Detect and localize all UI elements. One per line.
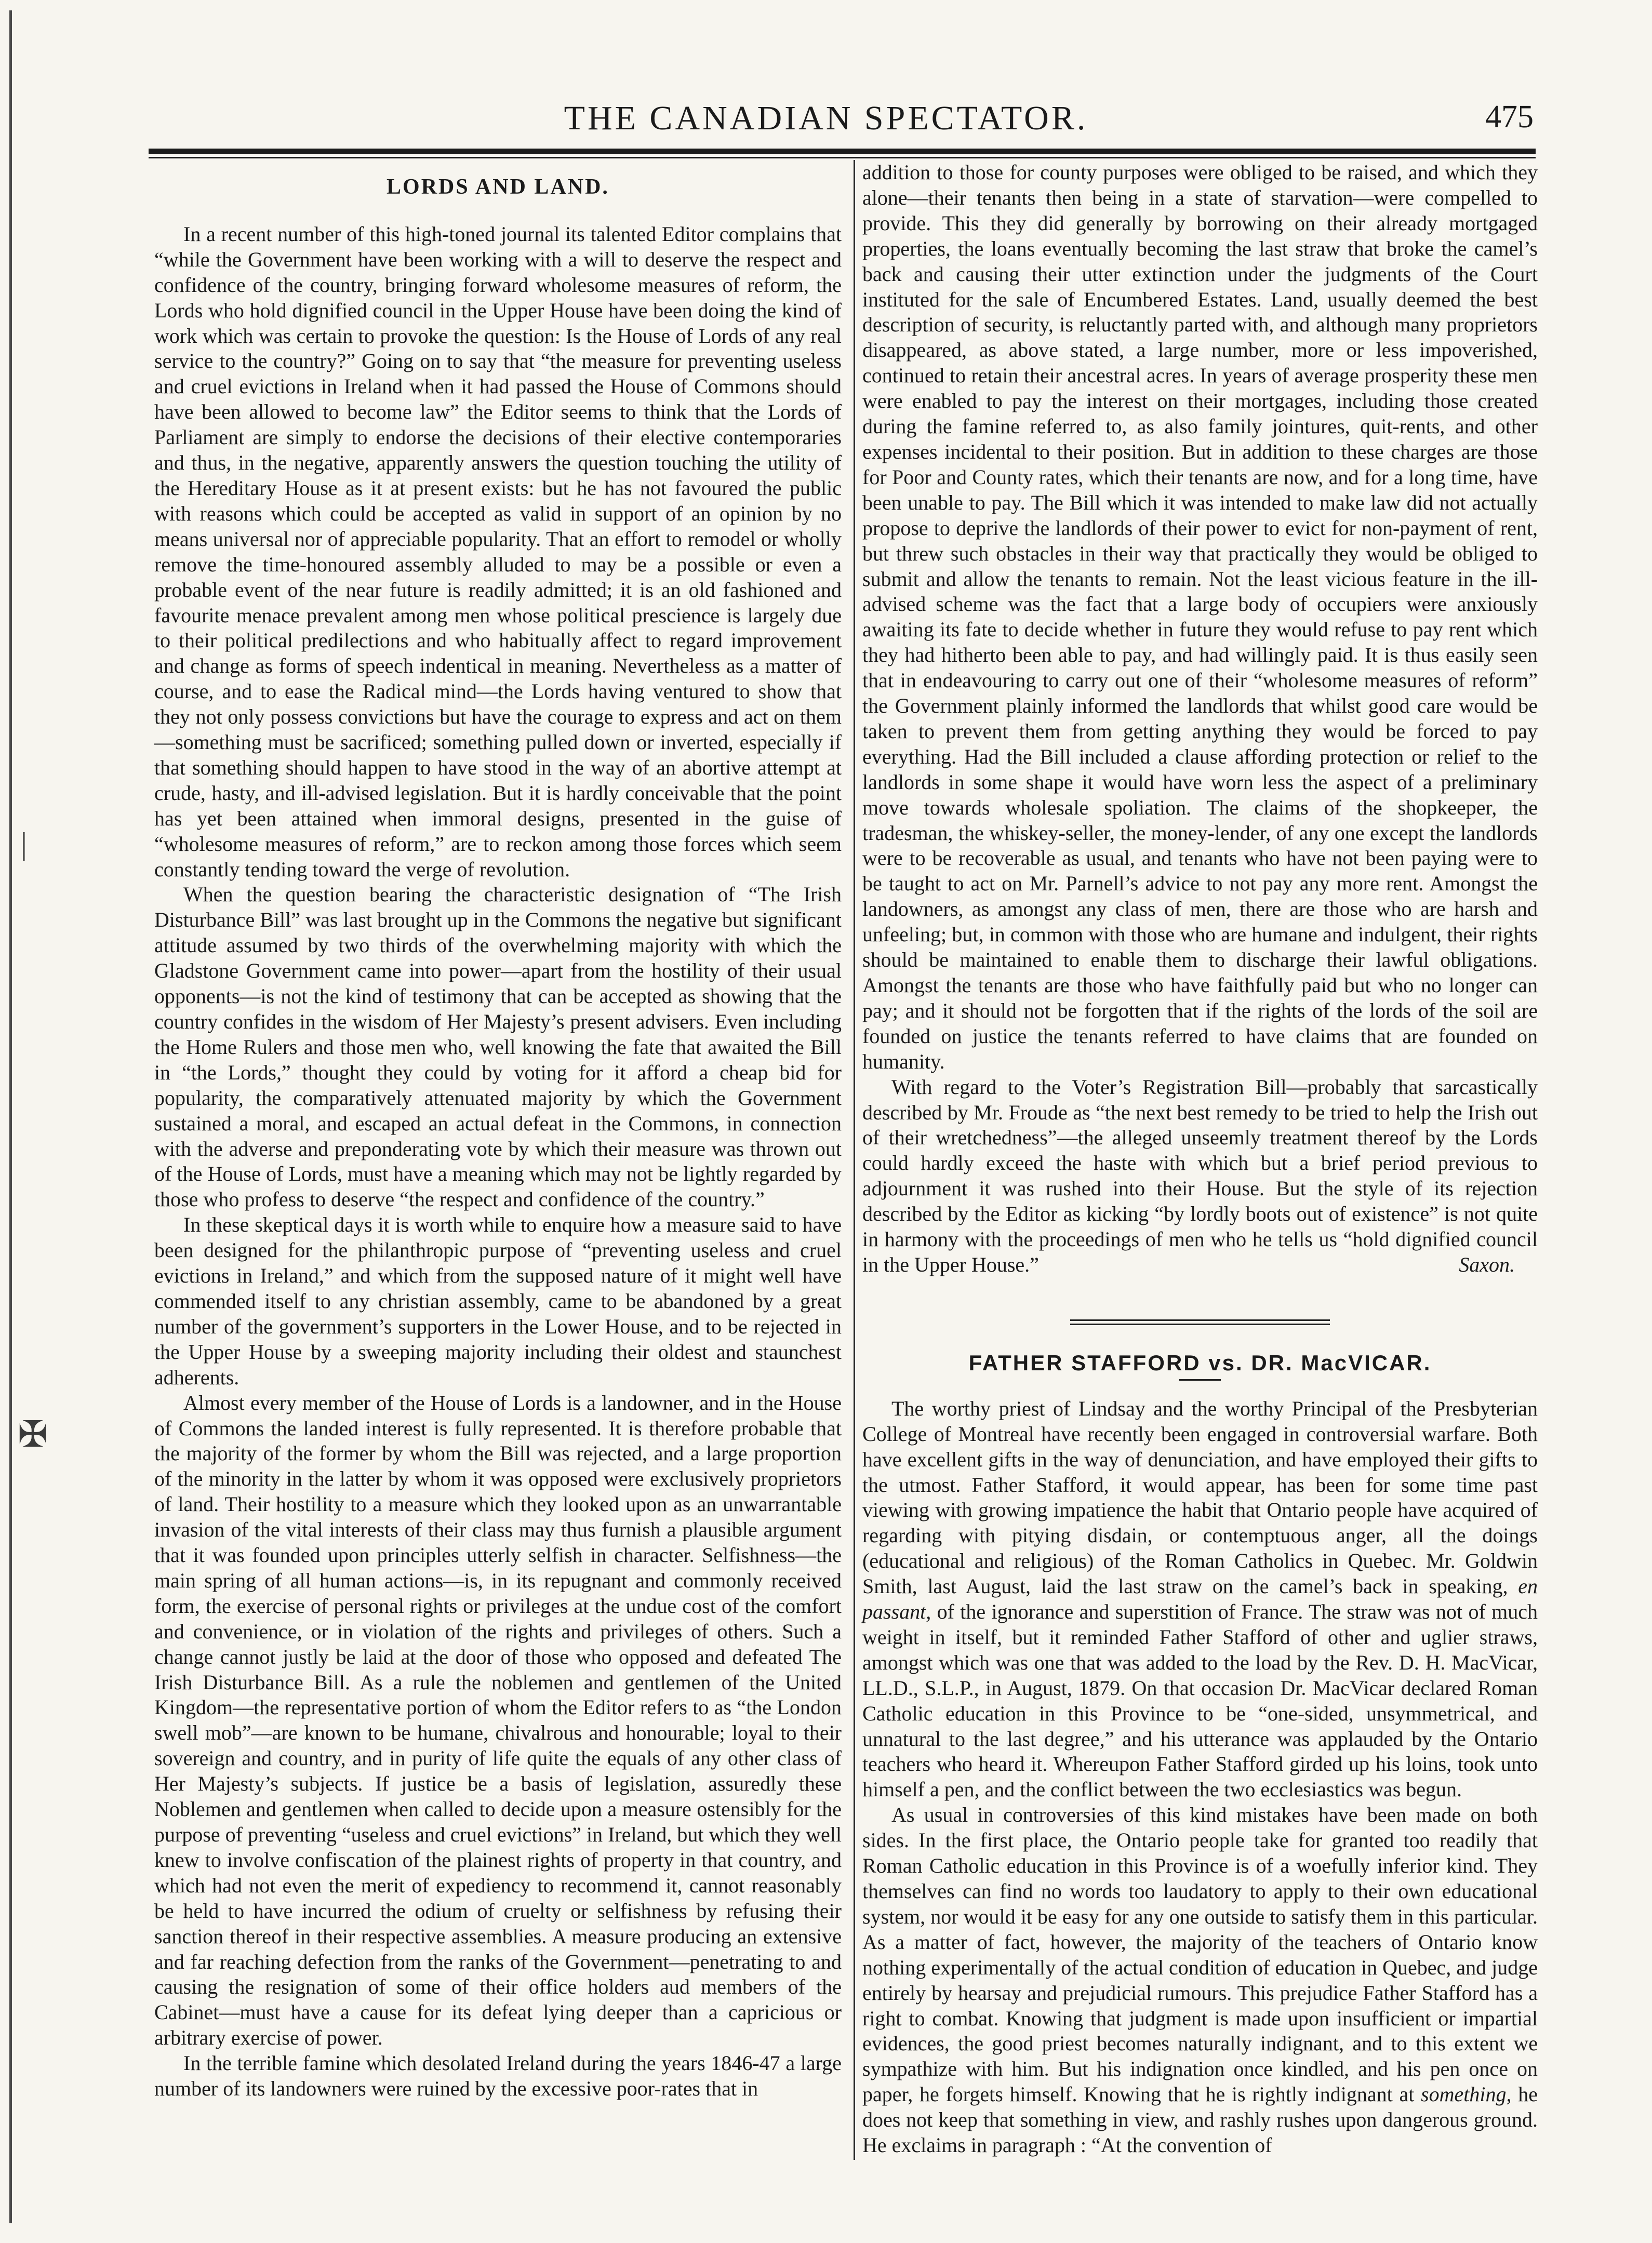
paragraph [862, 1803, 1538, 2158]
heading-rule [1179, 1379, 1221, 1381]
paragraph-text: As usual in controversies of this kind mistakes have been made on both sides. In the first place, the Ontario people take for granted too readily that Roman Catholic education in this Province is of a woefully inferior kind. They themselves can find no words too laudatory to apply to their own educational system, nor would it be easy for any one outside to satisfy them in this particular. As a matter of fact, however, the majority of the teachers of Ontario know nothing experimentally of the actual condition of education in Quebec, and judge entirely by hearsay and prejudicial rumours. This prejudice Father Stafford has a right to combat. Knowing that judgment is made upon insufficient or impartial evidences, the good priest becomes naturally indignant, and to this extent we sympathize with him. But his indignation once kindled, and his pen once on paper, he forgets himself. Knowing that he is rightly indignant at [862, 1803, 1538, 2106]
left-column [154, 171, 842, 2102]
article-heading-father-stafford: FATHER STAFFORD vs. DR. MacVICAR. [968, 1350, 1432, 1375]
page-header [0, 99, 1652, 140]
margin-bracket: | [21, 826, 28, 861]
page-number: 475 [1485, 99, 1534, 135]
column-divider [854, 160, 855, 2160]
separator-rule [1070, 1319, 1330, 1321]
paragraph [862, 1075, 1538, 1278]
italic-phrase: something, [1421, 2082, 1512, 2106]
paragraph: In the terrible famine which desolated Ireland during the years 1846-47 a large number of its landowners were ruined by the excessive poor-rates that in [154, 2051, 842, 2101]
publication-title: THE CANADIAN SPECTATOR. [564, 99, 1088, 137]
binding-edge [9, 10, 12, 2223]
paragraph: Almost every member of the House of Lords is a landowner, and in the House of Commons the landed interest is fully represented. It is therefore probable that the majority of the former by whom the Bill was rejected, and a large proportion of the minority in the latter by whom it was opposed were exclusively proprietors of land. Their hostility to a measure which they looked upon as an unwarrantable invasion of the vital interests of their class may thus furnish a plausible argument that it was founded upon principles utterly selfish in character. Selfishness—the main spring of all human actions—is, in its repugnant and commonly received form, the exercise of personal rights or privileges at the undue cost of the comfort and convenience, or in violation of the rights and privileges of others. Such a change cannot justly be laid at the door of those who opposed and defeated The Irish Disturbance Bill. As a rule the noblemen and gentlemen of the United Kingdom—the representative portion of whom the Editor refers to as “the London swell mob”—are known to be humane, chivalrous and honourable; loyal to their sovereign and country, and in purity of life quite the equals of any other class of Her Majesty’s subjects. If justice be a basis of legislation, assuredly these Noblemen and gentlemen when called to decide upon a measure ostensibly for the purpose of preventing “useless and cruel evictions” in Ireland, but which they well knew to involve confiscation of the plainest rights of property in that country, and which had not even the merit of expediency to recommend it, cannot reasonably be held to have incurred the odium of cruelty or selfishness by refusing their sanction thereof in their respective assemblies. A measure producing an extensive and far reaching defection from the ranks of the Government—penetrating to and causing the resignation of some of their office holders aud members of the Cabinet—must have a cause for its defeat lying deeper than a capricious or arbitrary exercise of power. [154, 1391, 842, 2050]
article-heading-lords-and-land: LORDS AND LAND. [387, 175, 609, 199]
author-signature: Saxon. [1459, 1252, 1515, 1276]
article-separator [862, 1278, 1538, 1351]
header-rule [149, 149, 1536, 154]
paragraph: In these skeptical days it is worth while to enquire how a measure said to have been designed for the philanthropic purpose of “preventing useless and cruel evictions in Ireland,” and which from the supposed nature of it might well have commended itself to any christian assembly, came to be abandoned by a great number of the government’s supporters in the Lower House, and to be rejected in the Upper House by a sweeping majority including their oldest and staunchest adherents. [154, 1213, 842, 1389]
paragraph [862, 1396, 1538, 1803]
paragraph-text: The worthy priest of Lindsay and the worthy Principal of the Presbyterian College of Montreal have recently been engaged in controversial warfare. Both have excellent gifts in the way of denunciation, and have employed their gifts to the utmost. Father Stafford, it would appear, has been for some time past viewing with growing impatience the habit that Ontario people have acquired of regarding with pitying disdain, or contemptuous anger, all the doings (educational and religious) of the Roman Catholics in Quebec. Mr. Goldwin Smith, last August, laid the last straw on the camel’s back in speaking, [862, 1396, 1538, 1598]
paragraph: In a recent number of this high-toned journal its talented Editor complains that “while the Government have been working with a will to deserve the respect and confidence of the country, bringing forward wholesome measures of reform, the Lords who hold dignified council in the Upper House have been doing the kind of work which was certain to provoke the question: Is the House of Lords of any real service to the country?” Going on to say that “the measure for preventing useless and cruel evictions in Ireland when it had passed the House of Commons should have been allowed to become law” the Editor seems to think that the Lords of Parliament are simply to endorse the decisions of their elective contemporaries and thus, in the negative, apparently answers the question touching the utility of the Hereditary House as it at present exists: but he has not favoured the public with reasons which could be accepted as valid in support of an opinion by no means universal nor of appreciable popularity. That an effort to remodel or wholly remove the time-honoured assembly alluded to may be a possible or even a probable event of the near future is readily admitted; it is an old fashioned and favourite menace prevalent among men whose political prescience is largely due to their political predilections and who habitually affect to regard improvement and change as forms of speech indentical in meaning. Nevertheless as a matter of course, and to ease the Radical mind—the Lords having ventured to show that they not only possess convictions but have the courage to express and act on them—something must be sacrificed; something pulled down or inverted, especially if that something should happen to have stood in the way of an abortive attempt at crude, hasty, and ill-advised legislation. But it is hardly conceivable that the point has yet been attained when immoral designs, presented in the guise of “wholesome measures of reform,” are to reckon among those forces which seem constantly tending toward the verge of revolution. [154, 222, 842, 881]
paragraph: addition to those for county purposes were obliged to be raised, and which they alone—their tenants then being in a state of starvation—were compelled to provide. This they did generally by borrowing on their already mortgaged properties, the loans eventually becoming the last straw that broke the camel’s back and causing their utter extinction under the judgments of the Court instituted for the sale of Encumbered Estates. Land, usually deemed the best description of security, is reluctantly parted with, and although many proprietors disappeared, as above stated, a large number, more or less impoverished, continued to retain their ancestral acres. In years of average prosperity these men were enabled to pay the interest on their mortgages, including those created during the famine referred to, as also family jointures, quit-rents, and other expenses incidental to their position. But in addition to these charges are those for Poor and County rates, which their tenants are now, and for a long time, have been unable to pay. The Bill which it was intended to make law did not actually propose to deprive the landlords of their power to evict for non-payment of rent, but threw such obstacles in their way that practically they would be obliged to submit and allow the tenants to remain. Not the least vicious feature in the ill-advised scheme was the fact that a large body of occupiers were anxiously awaiting its fate to decide whether in future they would refuse to pay rent which they had hitherto been able to pay, and had willingly paid. It is thus easily seen that in endeavouring to carry out one of their “wholesome measures of reform” the Government plainly informed the landlords that whilst good care would be taken to prevent them from getting anything they would be forced to pay everything. Had the Bill included a clause affording protection or relief to the landlords in some shape it would have worn less the aspect of a preliminary move towards wholesale spoliation. The claims of the shopkeeper, the tradesman, the whiskey-seller, the money-lender, of any one except the landlords were to be recoverable as usual, and tenants who have not been paying were to be taught to act on Mr. Parnell’s advice to not pay any more rent. Amongst the landowners, as amongst any class of men, there are those who are harsh and unfeeling; but, in common with those who are humane and indulgent, their rights should be maintained to enable them to discharge their lawful obligations. Amongst the tenants are those who have faithfully paid but who no longer can pay; and it should not be forgotten that if the rights of the lords of the soil are founded on justice the tenants referred to have claims that are founded on humanity. [862, 161, 1538, 1073]
right-column [862, 160, 1538, 2158]
paragraph: When the question bearing the characteristic designation of “The Irish Disturbance Bill” was last brought up in the Commons the negative but significant attitude assumed by two thirds of the overwhelming majority with which the Gladstone Government came into power—apart from the hostility of their usual opponents—is not the kind of testimony that can be accepted as showing that the country confides in the wisdom of Her Majesty’s present advisers. Even including the Home Rulers and those men who, well knowing the fate that awaited the Bill in “the Lords,” thought they could by voting for it afford a cheap bid for popularity, the comparatively attenuated majority by which the Government sustained a moral, and escaped an actual defeat in the Commons, in connection with the adverse and preponderating vote by which their measure was thrown out of the House of Lords, must have a meaning which may not be lightly regarded by those who profess to deserve “the respect and confidence of the country.” [154, 883, 842, 1211]
paragraph-text: of the ignorance and superstition of France. The straw was not of much weight in itself, but it reminded Father Stafford of other and uglier straws, amongst which was one that was added to the load by the Rev. D. H. MacVicar, LL.D., S.L.P., in August, 1879. On that occasion Dr. MacVicar declared Roman Catholic education in this Province to be “one-sided, unsymmetrical, and unnatural to the last degree,” and his utterance was applauded by the Ontario teachers who heard it. Whereupon Father Stafford girded up his loins, took unto himself a pen, and the conflict between the two ecclesiastics was begun. [862, 1600, 1538, 1801]
italic-phrase: en passant, [862, 1574, 1538, 1624]
paragraph-text: With regard to the Voter’s Registration Bill—probably that sarcastically described by Mr. Froude as “the next best remedy to be tried to help the Irish out of their wretchedness”—the alleged unseemly treatment thereof by the Lords could hardly exceed the haste with which but a brief period previous to adjournment it was rushed into their House. But the style of its rejection described by the Editor as kicking “by lordly boots out of existence” is not quite in harmony with the proceedings of men who he tells us “hold dignified council in the Upper House.” [862, 1075, 1538, 1276]
margin-ornament: ✠ [18, 1415, 48, 1455]
paragraph-text: he does not keep that something in view, and rashly rushes upon dangerous ground. He exclaims in paragraph : “At the convention of [862, 2082, 1538, 2157]
header-rule-thin [149, 157, 1536, 158]
